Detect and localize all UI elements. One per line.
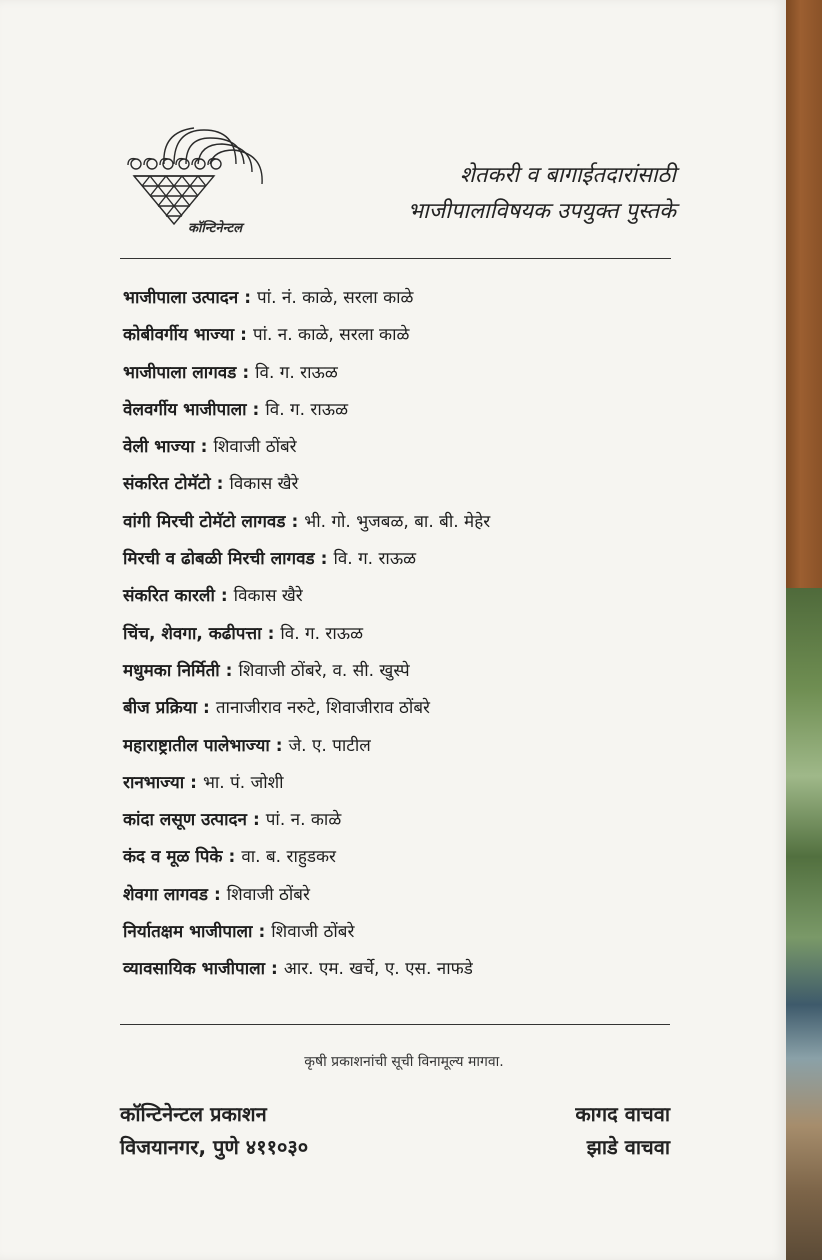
book-title: वेलवर्गीय भाजीपाला (123, 399, 247, 420)
book-list-item (123, 466, 683, 503)
book-author: पां. नं. काळे, सरला काळे (257, 288, 414, 308)
title-author-separator: : (320, 549, 328, 570)
publisher-address: विजयानगर, पुणे ४११०३० (120, 1135, 309, 1159)
book-title: चिंच, शेवगा, कढीपत्ता (123, 623, 262, 644)
publisher-name: कॉन्टिनेन्टल प्रकाशन (120, 1102, 267, 1126)
book-author: विकास खैरे (233, 586, 303, 607)
book-author: शिवाजी ठोंबरे (226, 884, 310, 905)
title-author-separator: : (216, 474, 224, 495)
title-author-separator: : (271, 959, 278, 980)
book-author: शिवाजी ठोंबरे (271, 922, 355, 943)
title-author-separator: : (258, 922, 266, 943)
book-title: निर्यातक्षम भाजीपाला (123, 922, 253, 943)
slogan-line-2: झाडे वाचवा (586, 1135, 670, 1159)
book-list-item (123, 914, 683, 951)
book-list-item (123, 690, 683, 727)
title-author-separator: : (200, 437, 208, 458)
page-heading (340, 158, 676, 230)
title-author-separator: : (203, 698, 210, 719)
book-list-item (123, 616, 683, 653)
book-list-item (123, 653, 683, 690)
book-title: मधुमका निर्मिती (123, 660, 220, 681)
book-author: वि. ग. राऊळ (255, 362, 338, 383)
title-author-separator: : (225, 660, 233, 681)
title-author-separator: : (220, 586, 228, 607)
book-author: शिवाजी ठोंबरे, व. सी. खुस्पे (238, 660, 410, 681)
book-title: कांदा लसूण उत्पादन (123, 810, 247, 831)
book-author: वि. ग. राऊळ (265, 399, 349, 420)
book-author: भा. पं. जोशी (202, 772, 284, 793)
title-author-separator: : (242, 362, 250, 383)
book-author: विकास खैरे (229, 474, 299, 495)
book-author: पां. न. काळे (265, 810, 342, 831)
book-list-item (123, 504, 683, 541)
title-author-separator: : (213, 884, 221, 905)
heading-line-1: शेतकरी व बागाईतदारांसाठी (459, 163, 676, 188)
book-title: भाजीपाला उत्पादन (123, 288, 239, 308)
book-author: शिवाजी ठोंबरे (213, 437, 297, 458)
book-list-item (123, 802, 683, 839)
book-title: संकरित टोमॅटो (123, 474, 211, 495)
book-list-item (123, 392, 683, 429)
book-list-item (123, 765, 683, 802)
title-author-separator: : (275, 735, 283, 756)
book-list-item (123, 355, 683, 392)
catalog-note: कृषी प्रकाशनांची सूची विनामूल्य मागवा. (304, 1054, 504, 1070)
heading-line-2: भाजीपालाविषयक उपयुक्त पुस्तके (407, 199, 676, 224)
book-title: महाराष्ट्रातील पालेभाज्या (123, 735, 270, 756)
title-author-separator: : (291, 511, 299, 532)
book-author: जे. ए. पाटील (288, 735, 371, 756)
cover-photo-edge (786, 588, 822, 1260)
bottom-divider (120, 1024, 670, 1025)
book-author: भी. गो. भुजबळ, बा. बी. मेहेर (304, 511, 491, 532)
book-title: कंद व मूळ पिके (123, 847, 223, 868)
book-title: व्यावसायिक भाजीपाला (123, 959, 266, 980)
book-title: बीज प्रक्रिया (123, 698, 198, 719)
cover-spine-edge (786, 0, 822, 588)
book-list-item (123, 877, 683, 914)
title-author-separator: : (267, 623, 275, 644)
book-list (123, 280, 683, 989)
top-divider (120, 258, 671, 259)
book-title: भाजीपाला लागवड (123, 362, 237, 383)
book-author: पां. न. काळे, सरला काळे (252, 325, 410, 346)
title-author-separator: : (244, 288, 252, 308)
title-author-separator: : (228, 847, 236, 868)
title-author-separator: : (252, 810, 260, 831)
book-title: संकरित कारली (123, 586, 215, 607)
book-title: वांगी मिरची टोमॅटो लागवड (123, 511, 286, 532)
publisher-logo (124, 124, 274, 236)
book-list-item (123, 951, 683, 988)
book-list-item (123, 578, 683, 615)
book-list-item (123, 317, 683, 354)
book-list-item (123, 728, 683, 765)
book-title: कोबीवर्गीय भाज्या (123, 325, 235, 346)
book-title: वेली भाज्या (123, 437, 195, 458)
title-author-separator: : (240, 325, 247, 346)
book-author: तानाजीराव नरुटे, शिवाजीराव ठोंबरे (215, 698, 430, 719)
slogan-line-1: कागद वाचवा (575, 1102, 670, 1126)
book-title: शेवगा लागवड (123, 884, 208, 905)
book-author: वि. ग. राऊळ (333, 549, 417, 570)
book-list-item (123, 429, 683, 466)
book-list-item (123, 839, 683, 876)
logo-text: कॉन्टिनेन्टल (188, 221, 243, 236)
book-title: रानभाज्या (123, 772, 185, 793)
book-author: वा. ब. राहुडकर (241, 847, 336, 868)
title-author-separator: : (252, 399, 260, 420)
continental-logo-icon (124, 124, 274, 236)
book-author: आर. एम. खर्चे, ए. एस. नाफडे (283, 959, 473, 980)
book-author: वि. ग. राऊळ (280, 623, 364, 644)
book-title: मिरची व ढोबळी मिरची लागवड (123, 549, 315, 570)
title-author-separator: : (190, 772, 197, 793)
book-list-item (123, 541, 683, 578)
book-list-item (123, 280, 683, 317)
